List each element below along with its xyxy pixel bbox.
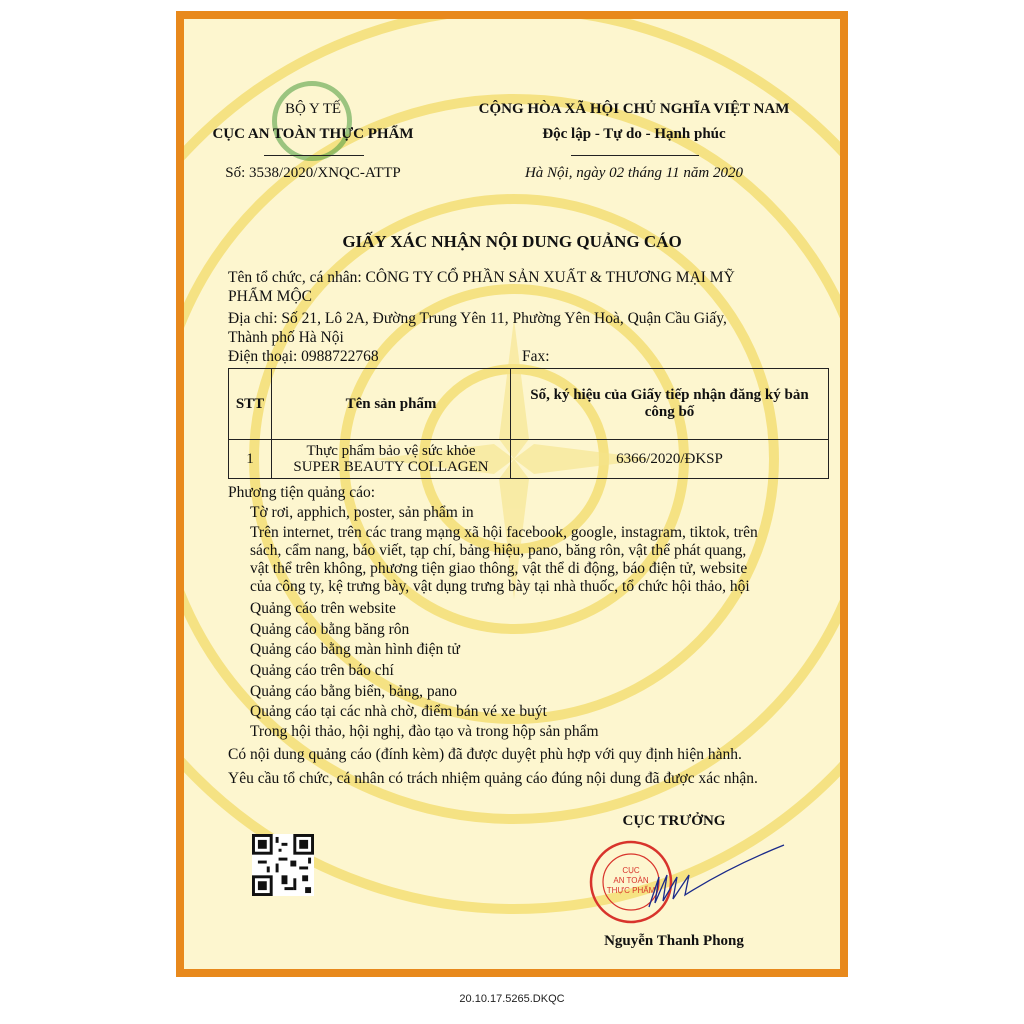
media-heading: Phương tiện quảng cáo:: [228, 484, 376, 501]
country-name: CỘNG HÒA XÃ HỘI CHỦ NGHĨA VIỆT NAM: [478, 101, 790, 117]
organization-name-cont: PHẨM MỘC: [228, 288, 312, 305]
organization-name: Tên tổ chức, cá nhân: CÔNG TY CỔ PHẦN SẢN XUẤT & THƯƠNG MẠI MỸ: [228, 269, 735, 286]
media-item: Trong hội thảo, hội nghị, đào tạo và trong hộp sản phẩm: [250, 723, 599, 740]
table-header-row: [229, 369, 829, 440]
footer-code: 20.10.17.5265.DKQC: [459, 993, 565, 1005]
address: Địa chỉ: Số 21, Lô 2A, Đường Trung Yên 11, Phường Yên Hoà, Quận Cầu Giấy,: [228, 310, 727, 327]
document-number: Số: 3538/2020/XNQC-ATTP: [225, 165, 401, 181]
issue-date: Hà Nội, ngày 02 tháng 11 năm 2020: [524, 165, 744, 181]
media-item-cont: sách, cẩm nang, báo viết, tạp chí, bảng hiệu, pano, băng rôn, vật thể phát quang,: [250, 542, 747, 559]
national-motto: Độc lập - Tự do - Hạnh phúc: [542, 126, 726, 142]
product-name: SUPER BEAUTY COLLAGEN: [293, 459, 489, 475]
signer-name: Nguyễn Thanh Phong: [604, 933, 744, 949]
product-table: [228, 368, 829, 479]
cell-stt: 1: [229, 440, 272, 479]
agency-name: CỤC AN TOÀN THỰC PHẨM: [212, 126, 414, 142]
ministry-name: BỘ Y TẾ: [284, 101, 342, 117]
fax: Fax:: [522, 348, 550, 365]
responsibility-statement: Yêu cầu tổ chức, cá nhân có trách nhiệm quảng cáo đúng nội dung đã được xác nhận.: [228, 770, 758, 787]
media-item: Tờ rơi, apphich, poster, sản phẩm in: [250, 504, 474, 521]
divider: [264, 155, 364, 156]
media-item: Quảng cáo trên website: [250, 600, 396, 617]
table-row: [229, 440, 829, 479]
address-cont: Thành phố Hà Nội: [228, 329, 344, 346]
certificate-page: [176, 11, 848, 977]
media-item: Quảng cáo bằng biển, bảng, pano: [250, 683, 458, 700]
official-stamp-and-signature: [589, 837, 789, 927]
header-stt: STT: [229, 369, 272, 440]
phone: Điện thoại: 0988722768: [228, 348, 379, 365]
media-item: Quảng cáo trên báo chí: [250, 662, 394, 679]
media-item-cont: của công ty, kệ trưng bày, vật dụng trưng bày tại nhà thuốc, tổ chức hội thảo, hội: [250, 578, 750, 595]
media-item: Quảng cáo bằng băng rôn: [250, 621, 410, 638]
svg-text:CỤC: CỤC: [622, 866, 640, 875]
cell-product-name: [272, 440, 511, 479]
header-product-name: Tên sản phẩm: [272, 369, 511, 440]
svg-text:AN TOÀN: AN TOÀN: [613, 876, 649, 885]
approval-statement: Có nội dung quảng cáo (đính kèm) đã được duyệt phù hợp với quy định hiện hành.: [228, 746, 742, 763]
qr-code: [252, 834, 314, 896]
media-item: Trên internet, trên các trang mạng xã hội facebook, google, instagram, tiktok, trên: [250, 524, 758, 541]
signer-position: CỤC TRƯỞNG: [622, 813, 726, 829]
vfa-logo: [272, 81, 352, 161]
media-item: Quảng cáo bằng màn hình điện tử: [250, 641, 460, 658]
header-registration-number: Số, ký hiệu của Giấy tiếp nhận đăng ký bản công bố: [511, 369, 829, 440]
svg-text:THỰC PHẨM: THỰC PHẨM: [606, 886, 656, 895]
media-item-cont: vật thể trên không, phương tiện giao thông, vật thể di động, báo điện tử, website: [250, 560, 748, 577]
media-item: Quảng cáo tại các nhà chờ, điểm bán vé xe buýt: [250, 703, 547, 720]
product-category: Thực phẩm bảo vệ sức khỏe: [306, 443, 476, 459]
cell-registration-number: 6366/2020/ĐKSP: [511, 440, 829, 479]
divider: [571, 155, 699, 156]
document-title: GIẤY XÁC NHẬN NỘI DUNG QUẢNG CÁO: [342, 232, 682, 251]
